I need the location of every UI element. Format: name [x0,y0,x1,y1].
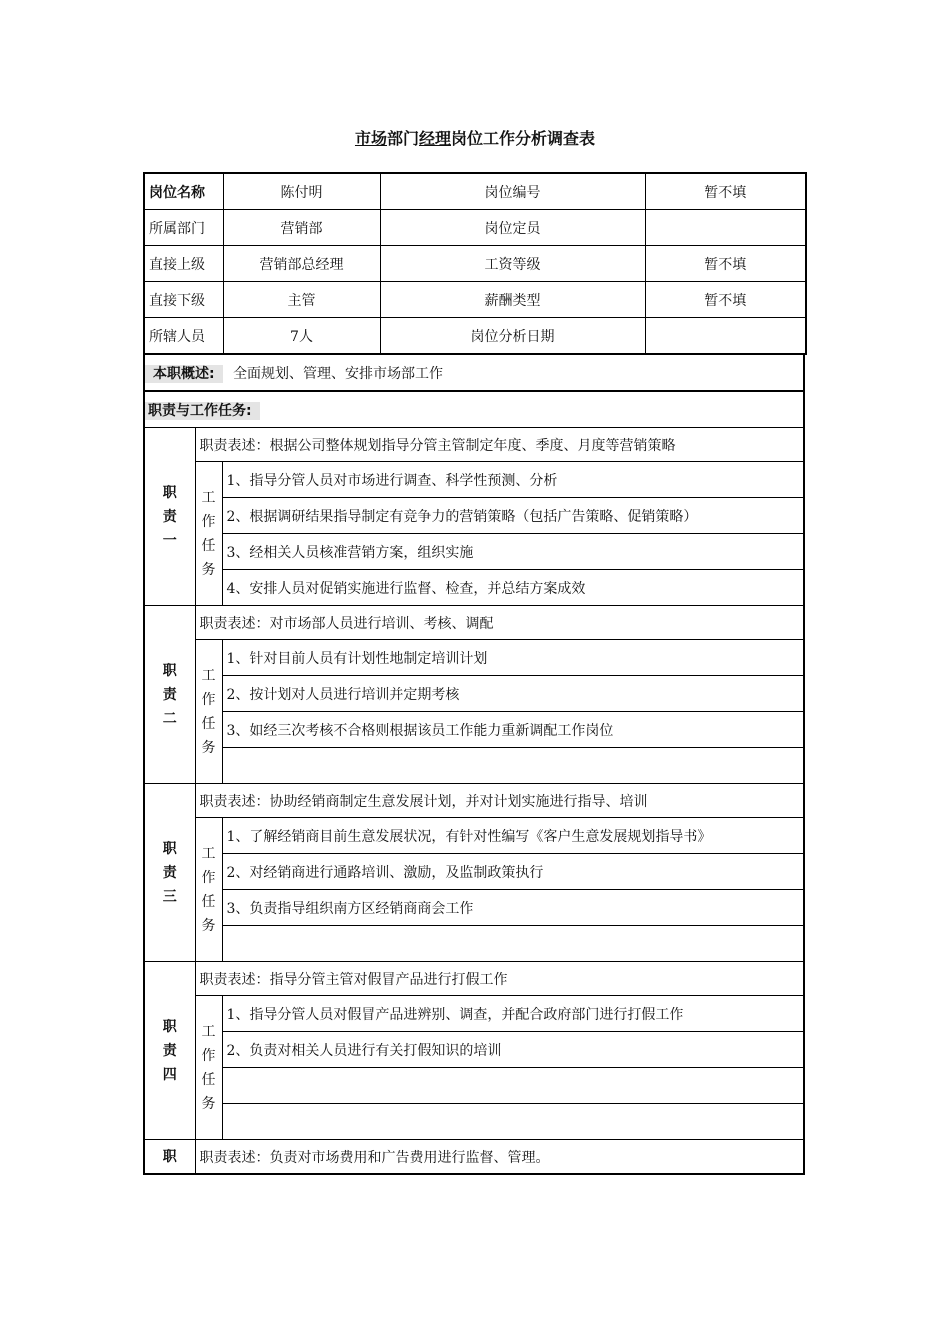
duty-3-task-label: 工 作 任 务 [195,818,222,962]
label-salary-grade: 工资等级 [380,246,645,282]
basic-info-table [143,172,807,355]
duty-1-task-4: 4、安排人员对促销实施进行监督、检查，并总结方案成效 [222,570,804,606]
duty-2-task-2: 2、按计划对人员进行培训并定期考核 [222,676,804,712]
duty-5-desc-row [144,1140,804,1175]
duty-3-task-4 [222,926,804,962]
value-direct-superior: 营销部总经理 [223,246,380,282]
duty-2-task-row [144,748,804,784]
basic-row-3 [144,246,806,282]
duty-3-task-1: 1、了解经销商目前生意发展状况，有针对性编写《客户生意发展规划指导书》 [222,818,804,854]
label-staff: 所辖人员 [144,318,223,355]
duty-1-task-1: 1、指导分管人员对市场进行调查、科学性预测、分析 [222,462,804,498]
value-position-name: 陈付明 [223,173,380,210]
duty-3-task-row [144,890,804,926]
title-part-4: 岗位工作分析调查表 [451,129,596,148]
duty-4-task-row [144,1104,804,1140]
duty-2-task-3: 3、如经三次考核不合格则根据该员工作能力重新调配工作岗位 [222,712,804,748]
duties-table [143,390,805,1175]
value-staff: 7人 [223,318,380,355]
duty-2-task-row [144,640,804,676]
duty-3-name: 职 责 三 [144,784,195,962]
duty-1-task-row [144,534,804,570]
duty-1-task-3: 3、经相关人员核准营销方案，组织实施 [222,534,804,570]
duty-1-task-row [144,462,804,498]
duty-3-task-2: 2、对经销商进行通路培训、激励，及监制政策执行 [222,854,804,890]
duty-2-desc-row [144,606,804,640]
duty-4-task-label: 工 作 任 务 [195,996,222,1140]
duty-3-task-row [144,926,804,962]
duty-4-task-row [144,996,804,1032]
label-direct-superior: 直接上级 [144,246,223,282]
duty-1-task-row [144,570,804,606]
duty-2-task-row [144,712,804,748]
duty-3-task-row [144,854,804,890]
duty-4-task-row [144,1032,804,1068]
duty-4-task-row [144,1068,804,1104]
duty-1-desc-row [144,428,804,462]
duty-5-description: 职责表述：负责对市场费用和广告费用进行监督、管理。 [195,1140,804,1175]
duty-4-task-1: 1、指导分管人员对假冒产品进辨别、调查，并配合政府部门进行打假工作 [222,996,804,1032]
duty-2-task-4 [222,748,804,784]
duties-body [144,428,804,1175]
value-direct-subordinate: 主管 [223,282,380,318]
duty-5-name: 职 [144,1140,195,1175]
summary-text: 全面规划、管理、安排市场部工作 [233,365,444,382]
summary-label: 本职概述: [145,365,223,383]
duty-1-task-label: 工 作 任 务 [195,462,222,606]
label-department: 所属部门 [144,210,223,246]
duty-2-task-label: 工 作 任 务 [195,640,222,784]
basic-row-2 [144,210,806,246]
basic-row-1 [144,173,806,210]
duty-4-task-4 [222,1104,804,1140]
value-department: 营销部 [223,210,380,246]
duties-header-cell [144,391,804,428]
label-direct-subordinate: 直接下级 [144,282,223,318]
label-headcount: 岗位定员 [380,210,645,246]
label-position-code: 岗位编号 [380,173,645,210]
duty-2-name: 职 责 二 [144,606,195,784]
label-pay-type: 薪酬类型 [380,282,645,318]
duty-4-task-3 [222,1068,804,1104]
basic-row-4 [144,282,806,318]
title-part-1: 市场 [354,129,387,148]
duties-header-row [144,391,804,428]
duty-1-task-2: 2、根据调研结果指导制定有竞争力的营销策略（包括广告策略、促销策略） [222,498,804,534]
value-position-code: 暂不填 [645,173,806,210]
duty-3-description: 职责表述：协助经销商制定生意发展计划，并对计划实施进行指导、培训 [195,784,804,818]
duty-1-name: 职 责 一 [144,428,195,606]
summary-table [143,353,805,392]
value-pay-type: 暂不填 [645,282,806,318]
duty-1-task-row [144,498,804,534]
title-part-2: 部门 [386,129,419,148]
basic-row-5 [144,318,806,355]
duty-3-task-3: 3、负责指导组织南方区经销商商会工作 [222,890,804,926]
duty-2-task-row [144,676,804,712]
label-position-name: 岗位名称 [144,173,223,210]
form-frame [143,172,807,1188]
duty-4-description: 职责表述：指导分管主管对假冒产品进行打假工作 [195,962,804,996]
duty-2-task-1: 1、针对目前人员有计划性地制定培训计划 [222,640,804,676]
duty-4-name: 职 责 四 [144,962,195,1140]
duty-1-description: 职责表述：根据公司整体规划指导分管主管制定年度、季度、月度等营销策略 [195,428,804,462]
summary-row [144,354,804,391]
duty-4-task-2: 2、负责对相关人员进行有关打假知识的培训 [222,1032,804,1068]
duties-header: 职责与工作任务: [145,402,260,420]
value-analysis-date [645,318,806,355]
duty-2-description: 职责表述：对市场部人员进行培训、考核、调配 [195,606,804,640]
duty-3-desc-row [144,784,804,818]
value-salary-grade: 暂不填 [645,246,806,282]
duty-3-task-row [144,818,804,854]
value-headcount [645,210,806,246]
duty-4-desc-row [144,962,804,996]
page-title [0,126,950,149]
title-part-3: 经理 [419,129,452,148]
label-analysis-date: 岗位分析日期 [380,318,645,355]
summary-cell [144,354,804,391]
